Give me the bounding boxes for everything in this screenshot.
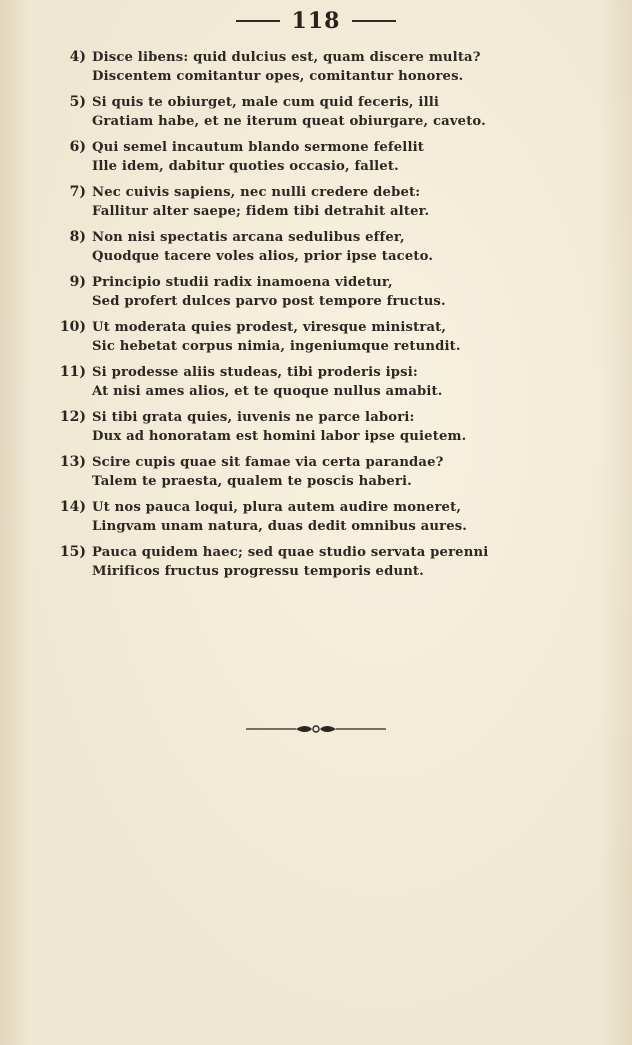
verse-line: Ut moderata quies prodest, viresque ministrat, (92, 320, 447, 335)
verse-line: Ille idem, dabitur quoties occasio, fallet. (92, 159, 399, 174)
verse-item (52, 498, 592, 536)
decorative-rule-icon (246, 722, 386, 736)
verse-line: Disce libens: quid dulcius est, quam discere multa? (92, 50, 481, 65)
verse-text (92, 498, 592, 536)
verse-number: 13) (59, 454, 86, 470)
verse-text (92, 228, 592, 266)
verse-line: Mirificos fructus progressu temporis edunt. (92, 564, 424, 579)
verse-line: At nisi ames alios, et te quoque nullus amabit. (92, 384, 443, 399)
verse-text (92, 48, 592, 86)
verse-text (92, 273, 592, 311)
verse-line: Lingvam unam natura, duas dedit omnibus aures. (92, 519, 468, 534)
page-header (0, 6, 632, 36)
verse-item (52, 363, 592, 401)
verse-item (52, 93, 592, 131)
header-rule-left (236, 20, 280, 22)
verse-item (52, 138, 592, 176)
verse-line: Discentem comitantur opes, comitantur honores. (92, 69, 464, 84)
verse-line: Qui semel incautum blando sermone fefellit (92, 140, 425, 155)
verse-item (52, 453, 592, 491)
page-number: 118 (291, 8, 341, 34)
verse-number: 15) (59, 544, 86, 560)
verse-item (52, 273, 592, 311)
verse-list (52, 48, 592, 588)
verse-line: Talem te praesta, qualem te poscis haberi. (92, 474, 412, 489)
header-rule-right (352, 20, 396, 22)
verse-item (52, 228, 592, 266)
verse-text (92, 543, 592, 581)
verse-number: 11) (59, 364, 86, 380)
verse-number: 10) (59, 319, 86, 335)
verse-line: Quodque tacere voles alios, prior ipse taceto. (92, 249, 434, 264)
verse-item (52, 183, 592, 221)
verse-line: Sic hebetat corpus nimia, ingeniumque retundit. (92, 339, 461, 354)
verse-number: 5) (69, 94, 86, 110)
verse-line: Gratiam habe, et ne iterum queat obiurgare, caveto. (92, 114, 486, 129)
verse-line: Sed profert dulces parvo post tempore fructus. (92, 294, 446, 309)
verse-item (52, 408, 592, 446)
verse-line: Fallitur alter saepe; fidem tibi detrahit alter. (92, 204, 430, 219)
verse-number: 6) (69, 139, 86, 155)
verse-text (92, 363, 592, 401)
verse-item (52, 543, 592, 581)
verse-line: Scire cupis quae sit famae via certa parandae? (92, 455, 444, 470)
verse-line: Ut nos pauca loqui, plura autem audire moneret, (92, 500, 462, 515)
verse-item (52, 318, 592, 356)
verse-number: 4) (69, 49, 86, 65)
verse-line: Nec cuivis sapiens, nec nulli credere debet: (92, 185, 421, 200)
verse-line: Pauca quidem haec; sed quae studio servata perenni (92, 545, 489, 560)
verse-text (92, 318, 592, 356)
verse-number: 9) (69, 274, 86, 290)
verse-text (92, 183, 592, 221)
verse-text (92, 138, 592, 176)
verse-number: 7) (69, 184, 86, 200)
verse-text (92, 408, 592, 446)
verse-line: Si quis te obiurget, male cum quid feceris, illi (92, 95, 440, 110)
verse-line: Si prodesse aliis studeas, tibi proderis ipsi: (92, 365, 418, 380)
verse-line: Si tibi grata quies, iuvenis ne parce labori: (92, 410, 415, 425)
verse-item (52, 48, 592, 86)
verse-text (92, 453, 592, 491)
verse-text (92, 93, 592, 131)
verse-line: Principio studii radix inamoena videtur, (92, 275, 393, 290)
verse-number: 12) (59, 409, 86, 425)
verse-number: 8) (69, 229, 86, 245)
verse-line: Dux ad honoratam est homini labor ipse quietem. (92, 429, 467, 444)
verse-number: 14) (59, 499, 86, 515)
verse-line: Non nisi spectatis arcana sedulibus effer, (92, 230, 405, 245)
